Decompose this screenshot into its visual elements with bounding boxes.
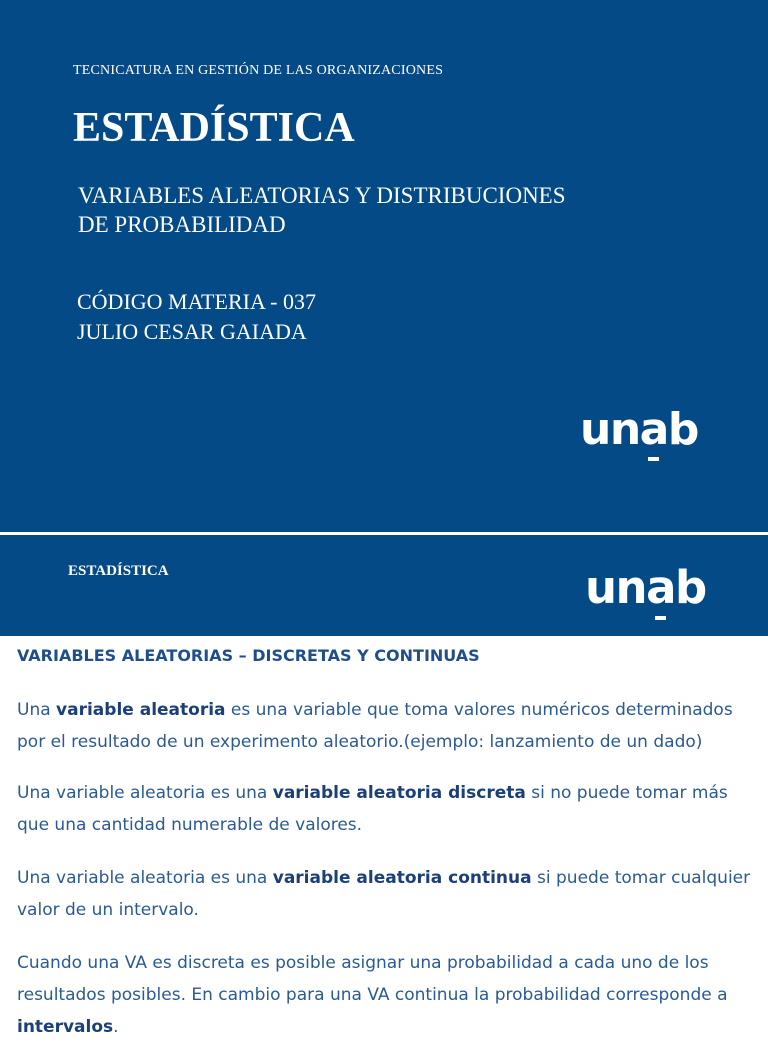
- section-title: VARIABLES ALEATORIAS – DISCRETAS Y CONTINUAS: [17, 646, 480, 665]
- paragraph-definition: Una variable aleatoria es una variable que toma valores numéricos determinados por el resultado de un experimento aleatorio.(ejemplo: lanzamiento de un dado): [17, 700, 733, 752]
- paragraph-probability: Cuando una VA es discreta es posible asignar una probabilidad a cada uno de los resultados posibles. En cambio para una VA continua la probabilidad corresponde a intervalos.: [17, 953, 728, 1037]
- paragraph-discrete: Una variable aleatoria es una variable aleatoria discreta si no puede tomar más que una cantidad numerable de valores.: [17, 783, 728, 835]
- program-name: TECNICATURA EN GESTIÓN DE LAS ORGANIZACIONES: [73, 63, 444, 78]
- term-intervalos: intervalos: [17, 1017, 114, 1037]
- unab-logo: una b: [585, 561, 706, 614]
- logo-underline: [648, 457, 659, 461]
- paragraph-continuous: Una variable aleatoria es una variable aleatoria continua si puede tomar cualquier valor de un intervalo.: [17, 868, 751, 920]
- author-name: JULIO CESAR GAIADA: [77, 319, 307, 344]
- term-continua: variable aleatoria continua: [272, 868, 532, 888]
- course-code: CÓDIGO MATERIA - 037: [77, 289, 316, 314]
- slide-header: [0, 535, 768, 636]
- course-title: ESTADÍSTICA: [73, 105, 355, 151]
- logo-underline: [655, 616, 667, 620]
- content-slide: [0, 535, 768, 1037]
- unab-logo: una b: [580, 404, 698, 455]
- topic-line-1: VARIABLES ALEATORIAS Y DISTRIBUCIONES: [78, 183, 566, 208]
- topic-title: [78, 181, 566, 239]
- term-variable-aleatoria: variable aleatoria: [56, 700, 226, 720]
- term-discreta: variable aleatoria discreta: [272, 783, 526, 803]
- course-info: [77, 287, 316, 347]
- topic-line-2: DE PROBABILIDAD: [78, 212, 286, 237]
- header-label: ESTADÍSTICA: [68, 563, 169, 579]
